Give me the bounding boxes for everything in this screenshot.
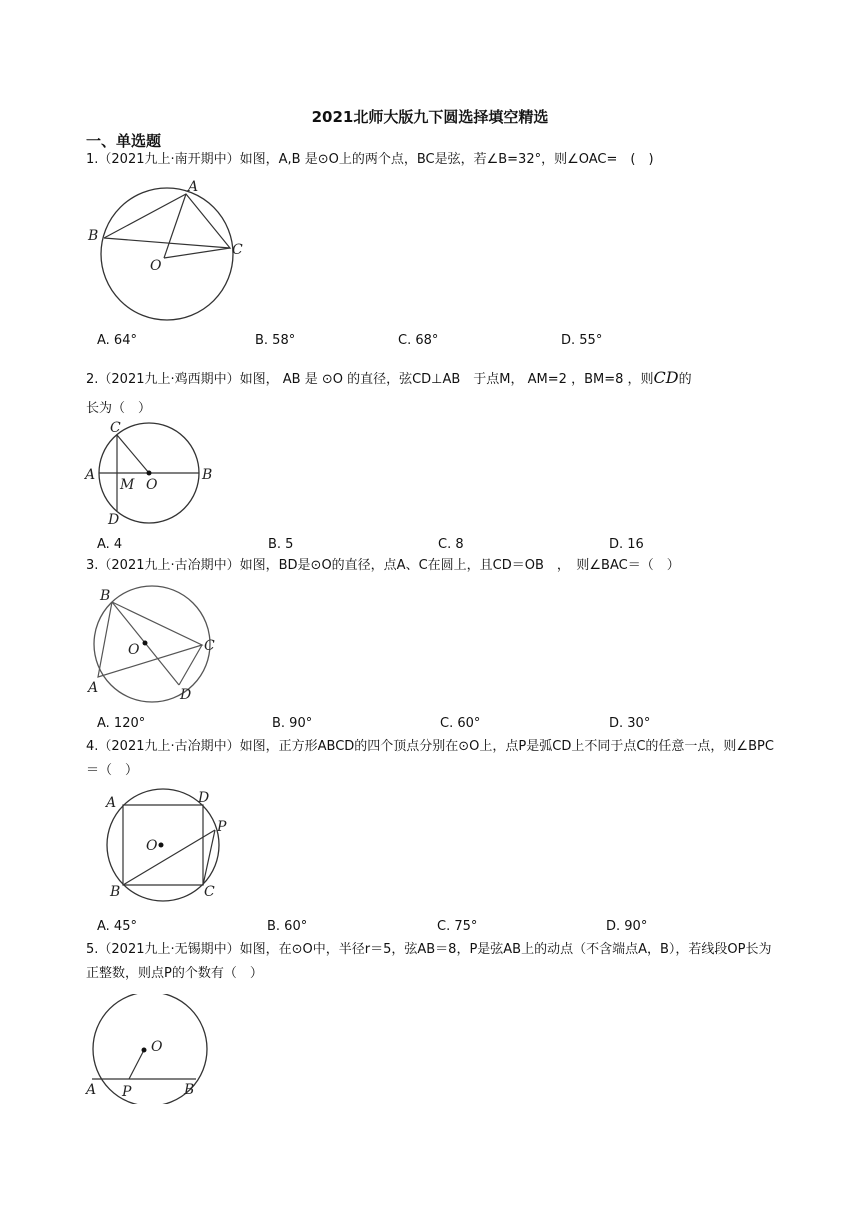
section-heading: 一、单选题: [86, 132, 162, 150]
label-d: D: [108, 512, 120, 528]
triangle-bac: [98, 602, 202, 677]
segment-op: [129, 1050, 144, 1079]
label-b: B: [202, 467, 213, 483]
question-2-option-b[interactable]: B. 5: [268, 537, 294, 552]
question-1-figure: [84, 176, 254, 326]
label-p: P: [122, 1084, 132, 1100]
segment-bp: [123, 830, 215, 885]
question-4-option-a[interactable]: A. 45°: [97, 919, 137, 934]
label-o: O: [150, 258, 162, 274]
segment-co: [117, 435, 149, 473]
label-o: O: [146, 838, 158, 854]
label-b: B: [184, 1082, 195, 1098]
question-1-stem: 1.（2021九上·南开期中）如图，A,B 是⊙O上的两个点，BC是弦，若∠B=32°，则∠OAC= ( ): [86, 152, 654, 167]
question-5-stem: 5.（2021九上·无锡期中）如图，在⊙O中，半径r＝5，弦AB＝8，P是弦AB上的动点（不含端点A，B），若线段OP长为正整数，则点P的个数有（ ）: [86, 942, 772, 981]
label-d: D: [198, 790, 210, 806]
question-1-option-b[interactable]: B. 58°: [255, 333, 296, 348]
question-2-option-c[interactable]: C. 8: [438, 537, 464, 552]
question-4-option-c[interactable]: C. 75°: [437, 919, 478, 934]
question-2-stem-de: 的: [678, 372, 692, 387]
label-m: M: [120, 477, 135, 493]
question-3-figure: [84, 585, 224, 707]
segment-oc: [164, 248, 230, 258]
question-4-figure: [96, 788, 236, 904]
question-2-stem-line1: [86, 366, 776, 392]
label-c: C: [110, 420, 121, 436]
question-4-option-d[interactable]: D. 90°: [606, 919, 648, 934]
center-point: [143, 641, 148, 646]
question-3-option-a[interactable]: A. 120°: [97, 716, 146, 731]
center-point: [159, 843, 164, 848]
label-o: O: [151, 1039, 163, 1055]
question-2-option-d[interactable]: D. 16: [609, 537, 644, 552]
label-c: C: [204, 884, 215, 900]
question-3-option-b[interactable]: B. 90°: [272, 716, 313, 731]
center-point: [147, 471, 152, 476]
question-2-cd-symbol: CD: [653, 368, 679, 387]
label-b: B: [110, 884, 121, 900]
label-c: C: [232, 242, 243, 258]
question-2-option-a[interactable]: A. 4: [97, 537, 123, 552]
label-d: D: [180, 687, 192, 703]
question-1-option-a[interactable]: A. 64°: [97, 333, 137, 348]
question-3-option-d[interactable]: D. 30°: [609, 716, 651, 731]
label-a: A: [85, 467, 96, 483]
question-4-stem: 4.（2021九上·古冶期中）如图，正方形ABCD的四个顶点分别在⊙O上，点P是弧CD上不同于点C的任意一点，则∠BPC＝（ ）: [86, 739, 774, 778]
label-b: B: [88, 228, 99, 244]
question-1-option-c[interactable]: C. 68°: [398, 333, 439, 348]
question-2-stem-text: 2.（2021九上·鸡西期中）如图， AB 是 ⊙O 的直径，弦CD⊥AB 于点M， AM=2 ，BM=8 ，则: [86, 372, 654, 387]
question-1-option-d[interactable]: D. 55°: [561, 333, 603, 348]
question-2-figure: [84, 418, 224, 530]
question-3-stem: 3.（2021九上·古冶期中）如图，BD是⊙O的直径，点A、C在圆上，且CD＝OB ， 则∠BAC＝（ ）: [86, 558, 680, 573]
circle-o: [101, 188, 233, 320]
document-title: 2021北师大版九下圆选择填空精选: [311, 108, 549, 126]
label-a: A: [86, 1082, 97, 1098]
label-a: A: [106, 795, 117, 811]
label-p: P: [217, 819, 227, 835]
label-a: A: [88, 680, 99, 696]
triangle-abc: [104, 194, 230, 248]
question-4-option-b[interactable]: B. 60°: [267, 919, 308, 934]
center-point: [142, 1048, 147, 1053]
question-5-figure: [84, 994, 224, 1104]
label-b: B: [100, 588, 111, 604]
question-3-option-c[interactable]: C. 60°: [440, 716, 481, 731]
question-2-stem-line2: 长为（ ）: [86, 401, 152, 416]
label-a: A: [188, 179, 199, 195]
label-o: O: [128, 642, 140, 658]
label-o: O: [146, 477, 158, 493]
label-c: C: [204, 638, 215, 654]
